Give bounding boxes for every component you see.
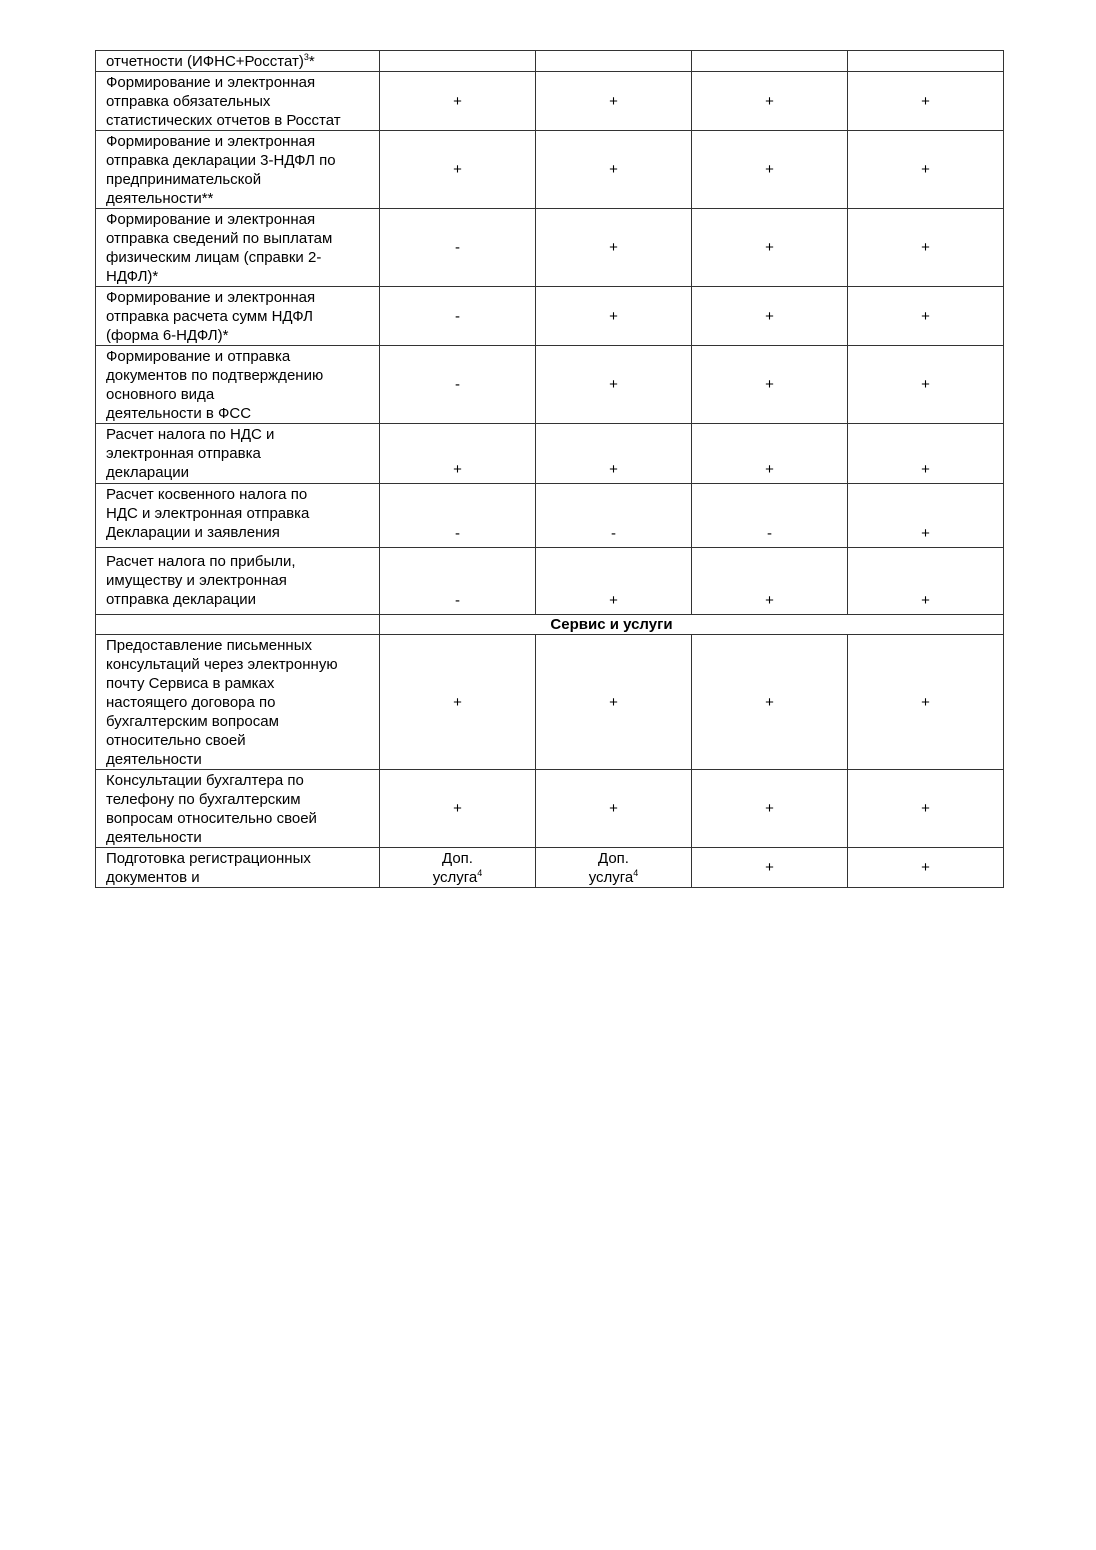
- services-table: [95, 50, 1004, 888]
- cell-plan-1: -: [380, 346, 536, 424]
- row-description: Формирование и электронная отправка декларации 3-НДФЛ по предпринимательской деятельности**: [96, 131, 380, 209]
- cell-plan-1: [380, 51, 536, 72]
- row-description: Формирование и электронная отправка обязательных статистических отчетов в Росстат: [96, 72, 380, 131]
- cell-plan-1: -: [380, 548, 536, 615]
- cell-plan-2: +: [536, 635, 692, 770]
- cell-plan-1: Доп. услуга$^4$: [380, 848, 536, 888]
- cell-plan-2: +: [536, 287, 692, 346]
- cell-plan-4: +: [848, 770, 1004, 848]
- cell-plan-1: -: [380, 287, 536, 346]
- table-row: [96, 131, 1004, 209]
- row-description: Консультации бухгалтера по телефону по бухгалтерским вопросам относительно своей деятельности: [96, 770, 380, 848]
- row-description: отчетности (ИФНС+Росстат)$^3$*: [96, 51, 380, 72]
- cell-plan-4: +: [848, 287, 1004, 346]
- row-description: Предоставление письменных консультаций через электронную почту Сервиса в рамках настоящего договора по бухгалтерским вопросам относительно своей деятельности: [96, 635, 380, 770]
- section-header-label: Сервис и услуги: [380, 615, 1004, 635]
- cell-plan-2: [536, 51, 692, 72]
- table-row: [96, 424, 1004, 484]
- row-description: Формирование и электронная отправка сведений по выплатам физическим лицам (справки 2- НДФЛ)*: [96, 209, 380, 287]
- cell-plan-3: +: [692, 848, 848, 888]
- cell-plan-3: -: [692, 484, 848, 548]
- table-row: [96, 635, 1004, 770]
- cell-plan-1: +: [380, 424, 536, 484]
- cell-plan-3: +: [692, 72, 848, 131]
- cell-plan-2: +: [536, 548, 692, 615]
- cell-plan-3: [692, 51, 848, 72]
- cell-plan-2: +: [536, 131, 692, 209]
- cell-plan-4: +: [848, 424, 1004, 484]
- cell-plan-4: +: [848, 131, 1004, 209]
- cell-plan-4: +: [848, 72, 1004, 131]
- cell-plan-2: +: [536, 424, 692, 484]
- table-row: [96, 548, 1004, 615]
- row-description: Формирование и электронная отправка расчета сумм НДФЛ (форма 6-НДФЛ)*: [96, 287, 380, 346]
- cell-plan-4: +: [848, 484, 1004, 548]
- table-row: [96, 287, 1004, 346]
- cell-plan-4: +: [848, 209, 1004, 287]
- cell-plan-1: -: [380, 484, 536, 548]
- cell-plan-2: -: [536, 484, 692, 548]
- cell-plan-4: +: [848, 635, 1004, 770]
- row-description: Формирование и отправка документов по подтверждению основного вида деятельности в ФСС: [96, 346, 380, 424]
- cell-plan-2: +: [536, 209, 692, 287]
- cell-plan-1: +: [380, 770, 536, 848]
- cell-plan-2: Доп. услуга$^4$: [536, 848, 692, 888]
- row-description: Подготовка регистрационных документов и: [96, 848, 380, 888]
- cell-plan-3: +: [692, 346, 848, 424]
- cell-plan-2: +: [536, 72, 692, 131]
- cell-plan-1: +: [380, 635, 536, 770]
- cell-plan-3: +: [692, 424, 848, 484]
- table-row: [96, 346, 1004, 424]
- cell-plan-4: +: [848, 346, 1004, 424]
- cell-plan-1: +: [380, 72, 536, 131]
- cell-plan-2: +: [536, 770, 692, 848]
- table-row: [96, 770, 1004, 848]
- cell-plan-3: +: [692, 635, 848, 770]
- cell-plan-4: +: [848, 548, 1004, 615]
- table-row: [96, 72, 1004, 131]
- cell-plan-1: -: [380, 209, 536, 287]
- section-empty-cell: [96, 615, 380, 635]
- row-description: Расчет налога по НДС и электронная отправка декларации: [96, 424, 380, 484]
- table-row: [96, 484, 1004, 548]
- cell-plan-3: +: [692, 770, 848, 848]
- footnote-mark: 4: [477, 867, 483, 878]
- table-row: [96, 51, 1004, 72]
- cell-plan-3: +: [692, 548, 848, 615]
- cell-plan-3: +: [692, 209, 848, 287]
- table-row: [96, 848, 1004, 888]
- cell-plan-4: +: [848, 848, 1004, 888]
- cell-plan-3: +: [692, 131, 848, 209]
- section-row: [96, 615, 1004, 635]
- footnote-mark: 4: [633, 867, 639, 878]
- row-description: Расчет налога по прибыли, имуществу и электронная отправка декларации: [96, 548, 380, 615]
- cell-plan-3: +: [692, 287, 848, 346]
- footnote-mark: 3: [303, 52, 309, 62]
- cell-plan-2: +: [536, 346, 692, 424]
- cell-plan-1: +: [380, 131, 536, 209]
- row-description: Расчет косвенного налога по НДС и электронная отправка Декларации и заявления: [96, 484, 380, 548]
- table-row: [96, 209, 1004, 287]
- cell-plan-4: [848, 51, 1004, 72]
